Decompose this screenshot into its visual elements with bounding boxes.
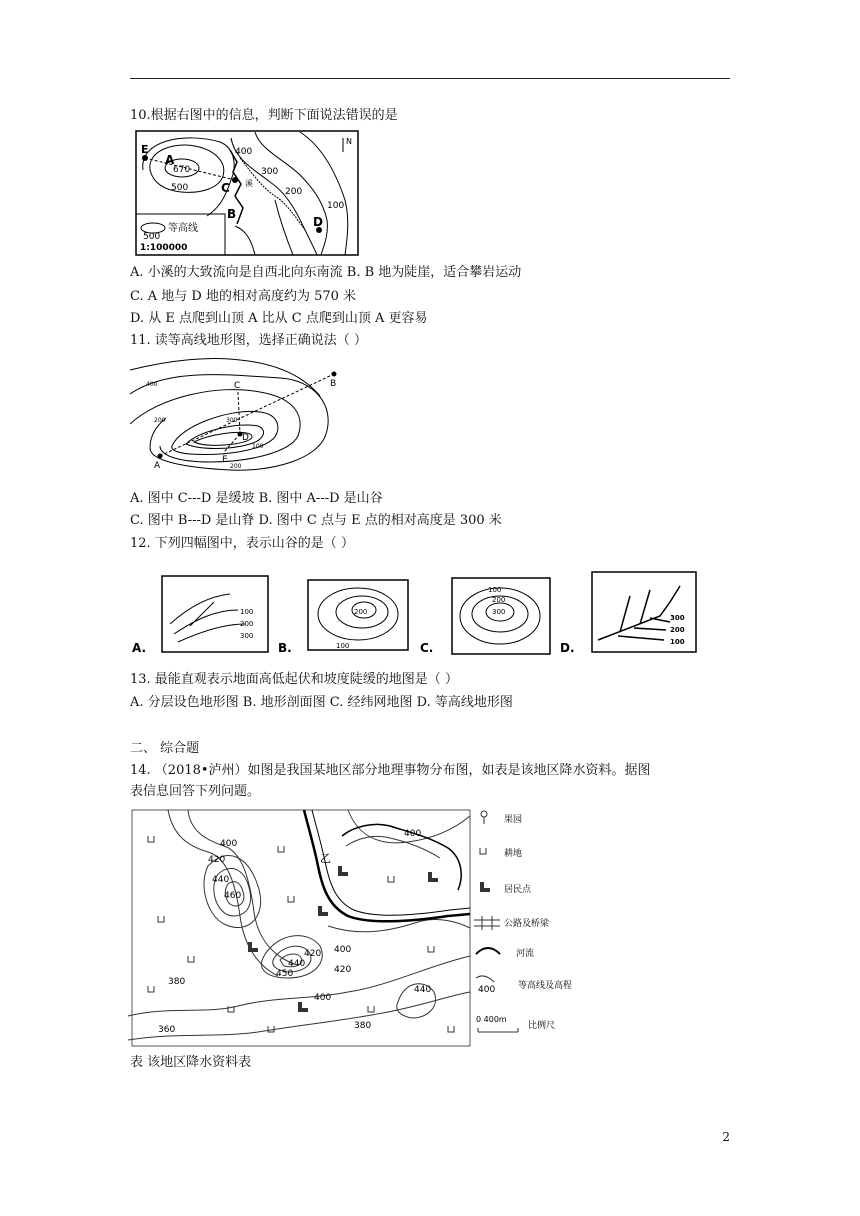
q14-label-420a: 420 xyxy=(208,855,226,865)
q12-label-d: D. xyxy=(560,641,575,655)
q14-label-450: 450 xyxy=(276,969,294,979)
q14-label-400b: 400 xyxy=(404,829,422,839)
q11-point-e: E xyxy=(222,455,228,465)
q14-stem-line2: 表信息回答下列问题。 xyxy=(130,784,261,799)
q10-label-n: N xyxy=(346,137,352,146)
q10-label-300: 300 xyxy=(261,167,279,177)
q13-stem: 13. 最能直观表示地面高低起伏和坡度陡缓的地图是（ ） xyxy=(130,672,458,687)
q10-label-670: 670 xyxy=(173,165,191,175)
page-number: 2 xyxy=(722,1130,730,1144)
q10-label-b: B xyxy=(227,207,237,221)
q10-stem: 10.根据右图中的信息，判断下面说法错误的是 xyxy=(130,108,398,123)
q10-label-e: E xyxy=(141,143,149,156)
q11-option-2: C. 图中 B---D 是山脊 D. 图中 C 点与 E 点的相对高度是 300 米 xyxy=(130,513,502,528)
q10-label-c: C xyxy=(221,181,230,195)
q12b-label-100: 100 xyxy=(336,642,350,650)
q12d-label-300: 300 xyxy=(670,614,685,622)
q11-label-400: 400 xyxy=(146,381,158,388)
q14-label-400c: 400 xyxy=(334,945,352,955)
q14-label-380a: 380 xyxy=(168,977,186,987)
q10-legend-text: 等高线 xyxy=(168,223,198,234)
q12a-label-300: 300 xyxy=(240,632,254,640)
q11-point-d: D xyxy=(242,433,249,443)
q12-label-b: B. xyxy=(278,641,292,655)
q11-stem: 11. 读等高线地形图，选择正确说法（ ） xyxy=(130,333,367,348)
q10-label-500: 500 xyxy=(171,183,189,193)
q12a-label-100: 100 xyxy=(240,608,254,616)
q11-contour-map xyxy=(130,356,350,478)
q12-stem: 12. 下列四幅图中，表示山谷的是（ ） xyxy=(130,536,354,551)
q14-label-380b: 380 xyxy=(354,1021,372,1031)
q12-figures xyxy=(130,566,700,662)
q10-label-100: 100 xyxy=(327,201,345,211)
q10-label-200: 200 xyxy=(285,187,303,197)
q14-label-420c: 420 xyxy=(334,965,352,975)
river-icon xyxy=(476,948,500,954)
legend-contour-value: 400 xyxy=(478,985,496,995)
q14-label-yi: 乙 xyxy=(320,852,331,865)
q10-scale: 1:100000 xyxy=(140,243,188,253)
q10-legend-contour: 500 xyxy=(143,232,161,242)
q10-option-3: D. 从 E 点爬到山顶 A 比从 C 点爬到山顶 A 更容易 xyxy=(130,311,428,326)
scale-bar-icon xyxy=(478,1028,518,1032)
q11-point-c: C xyxy=(234,381,241,391)
scale-bar-value: 0 400m xyxy=(476,1015,507,1024)
q14-label-440a: 440 xyxy=(212,875,230,885)
q14-label-360: 360 xyxy=(158,1025,176,1035)
q12-label-c: C. xyxy=(420,641,434,655)
q13-options: A. 分层设色地形图 B. 地形剖面图 C. 经纬网地图 D. 等高线地形图 xyxy=(130,695,513,710)
legend-settlement-icon xyxy=(480,882,490,892)
contour-icon xyxy=(476,976,494,982)
q12c-label-100: 100 xyxy=(488,586,502,594)
q12b-label-200: 200 xyxy=(354,608,368,616)
legend-road: 公路及桥梁 xyxy=(504,919,550,929)
q14-stem-line1: 14. （2018•泸州）如图是我国某地区部分地理事物分布图，如表是该地区降水资料。据图 xyxy=(130,763,651,778)
q11-label-200a: 200 xyxy=(154,417,166,424)
q10-label-d: D xyxy=(313,215,323,229)
q12a-label-200: 200 xyxy=(240,620,254,628)
q11-option-1: A. 图中 C---D 是缓坡 B. 图中 A---D 是山谷 xyxy=(130,491,383,506)
q11-label-300: 300 xyxy=(226,417,238,424)
q14-label-400d: 400 xyxy=(314,993,332,1003)
q14-label-400a: 400 xyxy=(220,839,238,849)
q14-label-440c: 440 xyxy=(414,985,432,995)
q14-label-420b: 420 xyxy=(304,949,322,959)
q11-point-b: B xyxy=(330,379,337,389)
orchard-icon xyxy=(481,811,487,817)
q10-label-a: A xyxy=(165,153,175,167)
q12c-label-200: 200 xyxy=(492,596,506,604)
legend-farmland: 耕地 xyxy=(504,849,523,859)
q10-label-400: 400 xyxy=(235,147,253,157)
q10-option-2: C. A 地与 D 地的相对高度约为 570 米 xyxy=(130,289,357,304)
legend-scale: 比例尺 xyxy=(528,1021,556,1031)
q14-map xyxy=(128,806,618,1050)
legend-orchard: 果园 xyxy=(504,815,523,825)
legend-contour: 等高线及高程 xyxy=(518,981,573,991)
q10-label-stream: 溪 xyxy=(245,179,253,188)
q10-option-1: A. 小溪的大致流向是自西北向东南流 B. B 地为陡崖，适合攀岩运动 xyxy=(130,265,522,280)
section-title: 二、 综合题 xyxy=(130,741,200,756)
legend-farmland-icon xyxy=(480,848,486,854)
header-rule xyxy=(130,78,730,79)
q10-contour-map xyxy=(135,130,359,256)
q12d-label-100: 100 xyxy=(670,638,685,646)
q11-label-200b: 200 xyxy=(230,463,242,470)
q11-point-a: A xyxy=(154,461,161,471)
legend-settlement: 居民点 xyxy=(504,885,532,895)
q14-label-460: 460 xyxy=(224,891,242,901)
road-bridge-icon xyxy=(474,916,500,930)
q12c-label-300: 300 xyxy=(492,608,506,616)
q14-table-caption: 表 该地区降水资料表 xyxy=(130,1055,252,1070)
q12d-label-200: 200 xyxy=(670,626,685,634)
q14-label-440b: 440 xyxy=(288,959,306,969)
legend-river: 河流 xyxy=(516,949,535,959)
q11-label-100: 100 xyxy=(252,443,264,450)
q12-label-a: A. xyxy=(132,641,147,655)
